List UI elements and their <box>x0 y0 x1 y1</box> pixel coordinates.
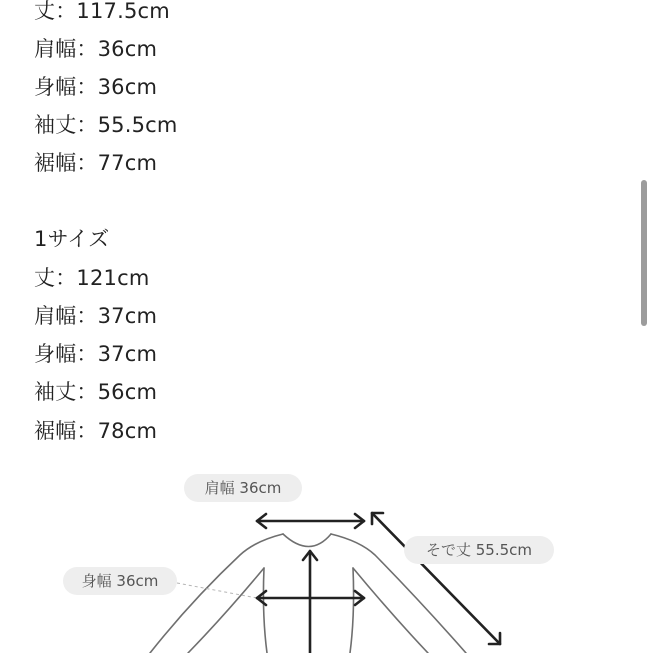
spec-line-body-width: 身幅：37cm <box>34 342 158 366</box>
spec-line-hem-width: 裾幅：77cm <box>34 151 158 175</box>
spec-line-length: 丈：121cm <box>34 266 150 290</box>
spec-line-sleeve-length: 袖丈：56cm <box>34 380 158 404</box>
shoulder-width-label: 肩幅 36cm <box>184 474 302 502</box>
spec-line-shoulder-width: 肩幅：36cm <box>34 37 158 61</box>
spec-line-shoulder-width: 肩幅：37cm <box>34 304 158 328</box>
spec-line-sleeve-length: 袖丈：55.5cm <box>34 113 178 137</box>
size-heading: 1サイズ <box>34 227 110 251</box>
spec-line-length: 丈：117.5cm <box>34 0 170 23</box>
measurement-diagram <box>0 455 653 653</box>
spec-line-body-width: 身幅：36cm <box>34 75 158 99</box>
spec-line-hem-width: 裾幅：78cm <box>34 419 158 443</box>
sleeve-length-label: そで丈 55.5cm <box>404 536 554 564</box>
scrollbar-thumb[interactable] <box>641 180 647 326</box>
chest-width-label: 身幅 36cm <box>63 567 177 595</box>
garment-outline <box>0 455 653 653</box>
